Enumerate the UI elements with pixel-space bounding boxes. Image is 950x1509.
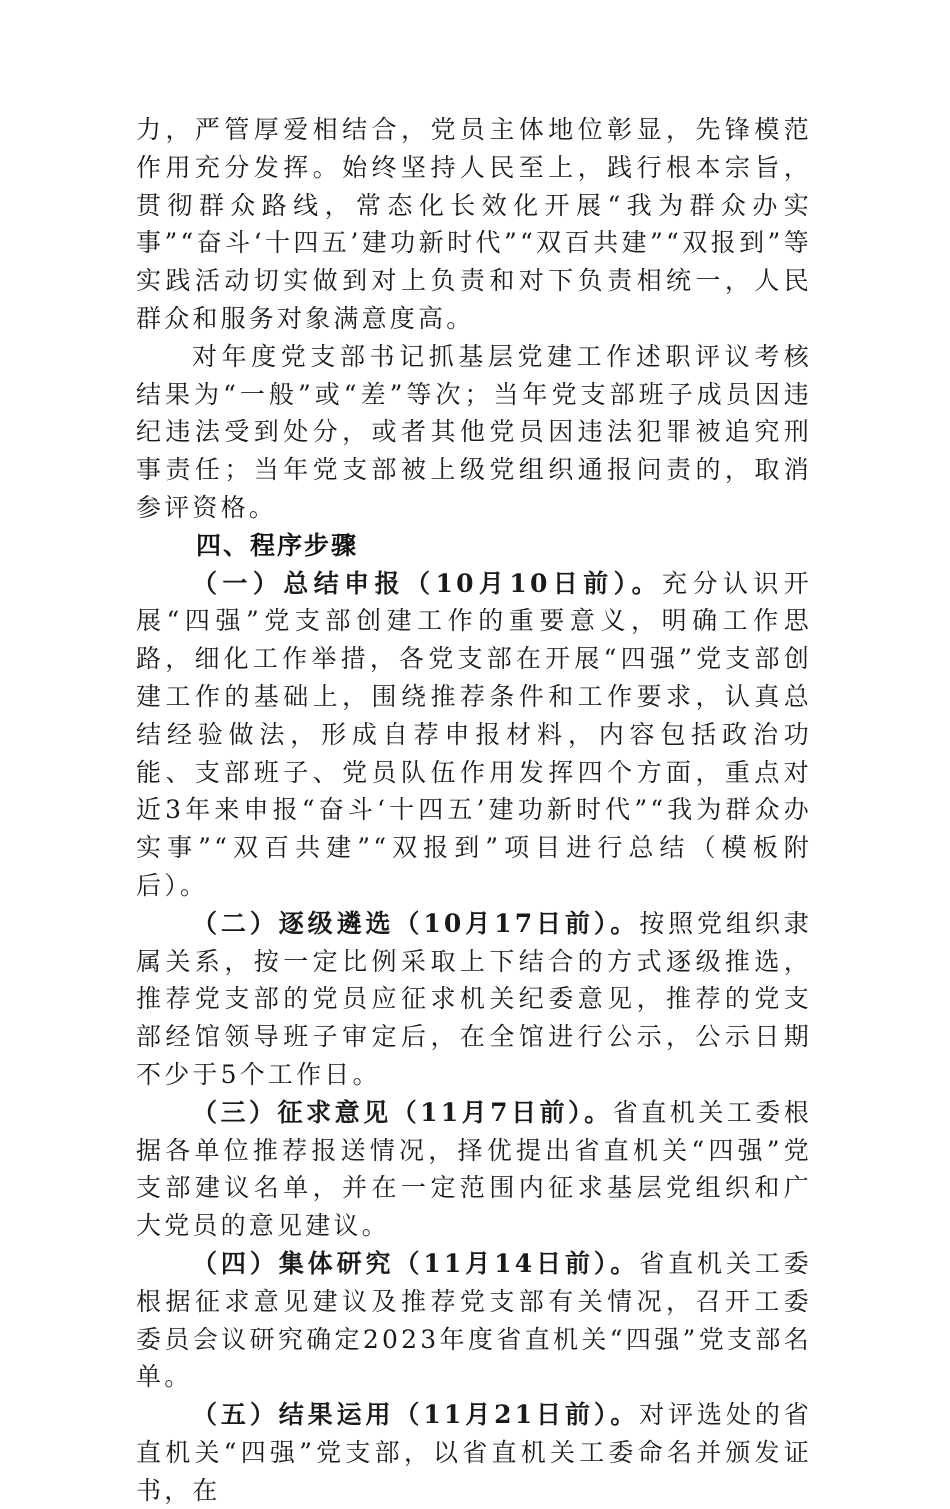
step-solicit-opinions bbox=[136, 1094, 812, 1245]
paragraph-text: 力，严管厚爱相结合，党员主体地位彰显，先锋模范作用充分发挥。始终坚持人民至上，践行根本宗旨，贯彻群众路线，常态化长效化开展“我为群众办实事”“奋斗‘十四五’建功新时代”“双百共建”“双报到”等实践活动切实做到对上负责和对下负责相统一，人民群众和服务对象满意度高。 bbox=[136, 115, 812, 333]
step-collective-study bbox=[136, 1245, 812, 1396]
step-result-application bbox=[136, 1396, 812, 1509]
step-title: （二）逐级遴选（10月17日前）。 bbox=[192, 908, 640, 938]
step-summary-declaration bbox=[136, 565, 812, 905]
step-body: 对评选处的省直机关“四强”党支部，以省直机关工委命名并颁发证书，在 bbox=[136, 1400, 812, 1505]
step-title: （五）结果运用（11月21日前）。 bbox=[192, 1400, 640, 1430]
step-body: 省直机关工委根据各单位推荐报送情况，择优提出省直机关“四强”党支部建议名单，并在一定范围内征求基层党组织和广大党员的意见建议。 bbox=[136, 1097, 813, 1241]
paragraph-party-member-role bbox=[136, 111, 812, 338]
document-body bbox=[136, 111, 812, 1509]
step-level-selection bbox=[136, 905, 812, 1094]
paragraph-disqualification bbox=[136, 338, 812, 527]
step-title: （四）集体研究（11月14日前）。 bbox=[192, 1248, 640, 1278]
paragraph-text: 对年度党支部书记抓基层党建工作述职评议考核结果为“一般”或“差”等次；当年党支部班子成员因违纪违法受到处分，或者其他党员因违法犯罪被追究刑事责任；当年党支部被上级党组织通报问责的，取消参评资格。 bbox=[136, 341, 812, 522]
step-title: （三）征求意见（11月7日前）。 bbox=[192, 1097, 613, 1127]
step-body: 按照党组织隶属关系，按一定比例采取上下结合的方式逐级推选，推荐党支部的党员应征求机关纪委意见，推荐的党支部经馆领导班子审定后，在全馆进行公示，公示日期不少于5个工作日。 bbox=[136, 908, 812, 1089]
step-title: （一）总结申报（10月10日前）。 bbox=[192, 568, 663, 598]
section-heading-procedure: 四、程序步骤 bbox=[196, 530, 359, 560]
step-body: 省直机关工委根据征求意见建议及推荐党支部有关情况，召开工委委员会议研究确定2023年度省直机关“四强”党支部名单。 bbox=[136, 1248, 812, 1392]
step-body: 充分认识开展“四强”党支部创建工作的重要意义，明确工作思路，细化工作举措，各党支部在开展“四强”党支部创建工作的基础上，围绕推荐条件和工作要求，认真总结经验做法，形成自荐申报材料，内容包括政治功能、支部班子、党员队伍作用发挥四个方面，重点对近3年来申报“奋斗‘十四五’建功新时代”“我为群众办实事”“双百共建”“双报到”项目进行总结（模板附后）。 bbox=[136, 568, 812, 900]
